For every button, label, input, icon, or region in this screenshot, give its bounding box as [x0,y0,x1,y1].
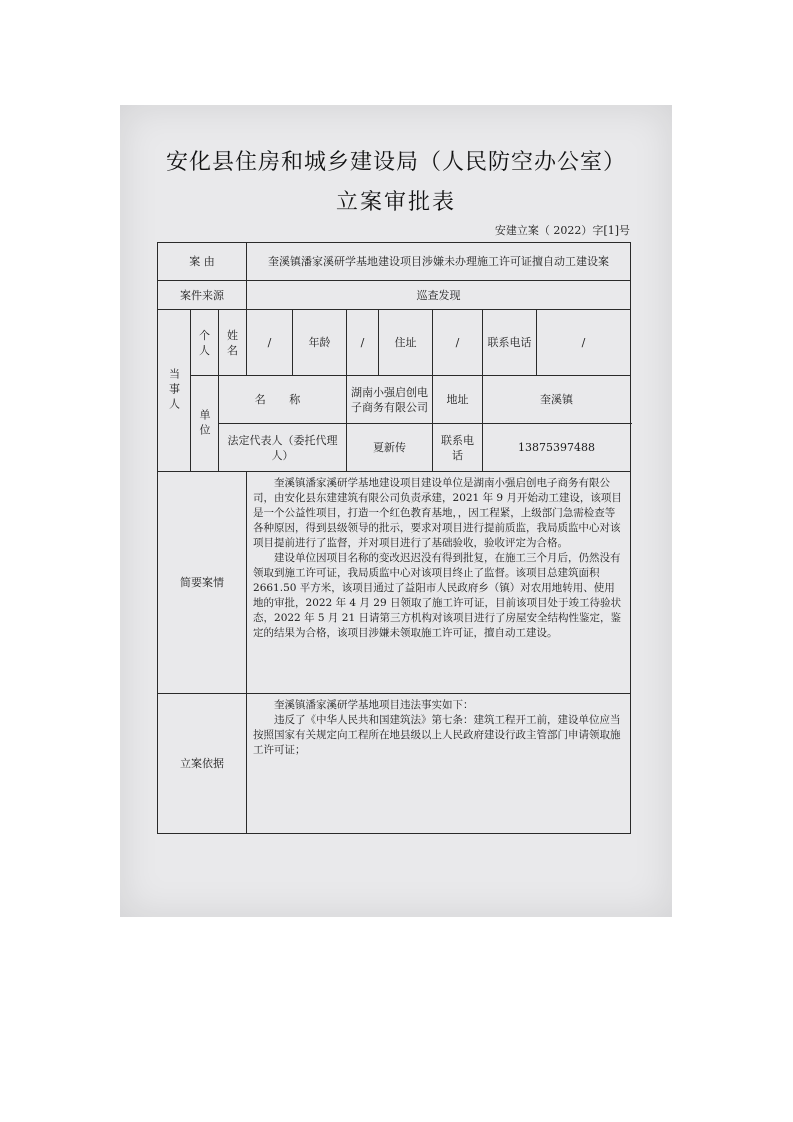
age-value: / [347,310,379,376]
summary-paragraph-1: 奎溪镇潘家溪研学基地建设项目建设单位是湖南小强启创电子商务有限公司，由安化县东建建筑有限公司负责承建，2021 年 9 月开始动工建设，该项目是一个公益性项目，打造一个红色教育基地，，因工程紧，上级部门急需检查等各种原因，得到县级领导的批示，要求对项目进行提前质监，我局质监中心对该项目提前进行了监督，并对项目进行了基础验收，验收评定为合格。 [253,477,622,549]
address-value: / [433,310,483,376]
phone-label: 联系电话 [483,310,537,376]
individual-label: 个人 [191,310,219,376]
case-source-label: 案件来源 [158,281,247,310]
phone-value: / [537,310,631,376]
unit-name-label: 名 称 [219,376,347,424]
name-label: 姓名 [219,310,247,376]
basis-paragraph-1: 奎溪镇潘家溪研学基地项目违法事实如下： [274,699,474,711]
summary-paragraph-2: 建设单位因项目名称的变改迟迟没有得到批复，在施工三个月后，仍然没有领取到施工许可证，我局质监中心对该项目终止了监督。该项目总建筑面积 2661.50 平方米，该项目通过了益阳市人民政府乡（镇）对农用地转用、使用地的审批，2022 年 4 月 29 日领取了施工许可证，目前该项目处于竣工待验状态，2022 年 5 月 21 日请第三方机构对该项目进行了房屋安全结构性鉴定，鉴定的结果为合格，该项目涉嫌未领取施工许可证，擅自动工建设。 [253,552,621,639]
unit-phone-label: 联系电话 [433,424,483,472]
unit-name-value: 湖南小强启创电子商务有限公司 [347,376,433,424]
case-source-value: 巡查发现 [247,281,631,310]
unit-address-value: 奎溪镇 [483,376,631,424]
basis-label: 立案依据 [158,694,247,834]
case-approval-table [157,242,631,834]
name-value: / [247,310,293,376]
document-page [120,105,672,917]
summary-text [247,472,631,694]
unit-label: 单位 [191,376,219,472]
party-label: 当事人 [158,310,191,472]
case-reason-label: 案 由 [158,243,247,281]
legal-rep-label: 法定代表人（委托代理人） [219,424,347,472]
form-title: 立案审批表 [335,190,456,215]
summary-label: 简要案情 [158,472,247,694]
address-label: 住址 [379,310,433,376]
case-reason-value: 奎溪镇潘家溪研学基地建设项目涉嫌未办理施工许可证擅自动工建设案 [247,243,631,281]
document-number: 安建立案（ 2022）字[1]号 [494,224,630,237]
unit-address-label: 地址 [433,376,483,424]
document-title: 安化县住房和城乡建设局（人民防空办公室） [165,150,626,175]
age-label: 年龄 [293,310,347,376]
basis-text [247,694,631,834]
legal-rep-value: 夏新传 [347,424,433,472]
basis-paragraph-2: 违反了《中华人民共和国建筑法》第七条：建筑工程开工前，建设单位应当按照国家有关规定向工程所在地县级以上人民政府建设行政主管部门申请领取施工许可证； [253,714,621,756]
unit-phone-value: 13875397488 [483,424,631,472]
